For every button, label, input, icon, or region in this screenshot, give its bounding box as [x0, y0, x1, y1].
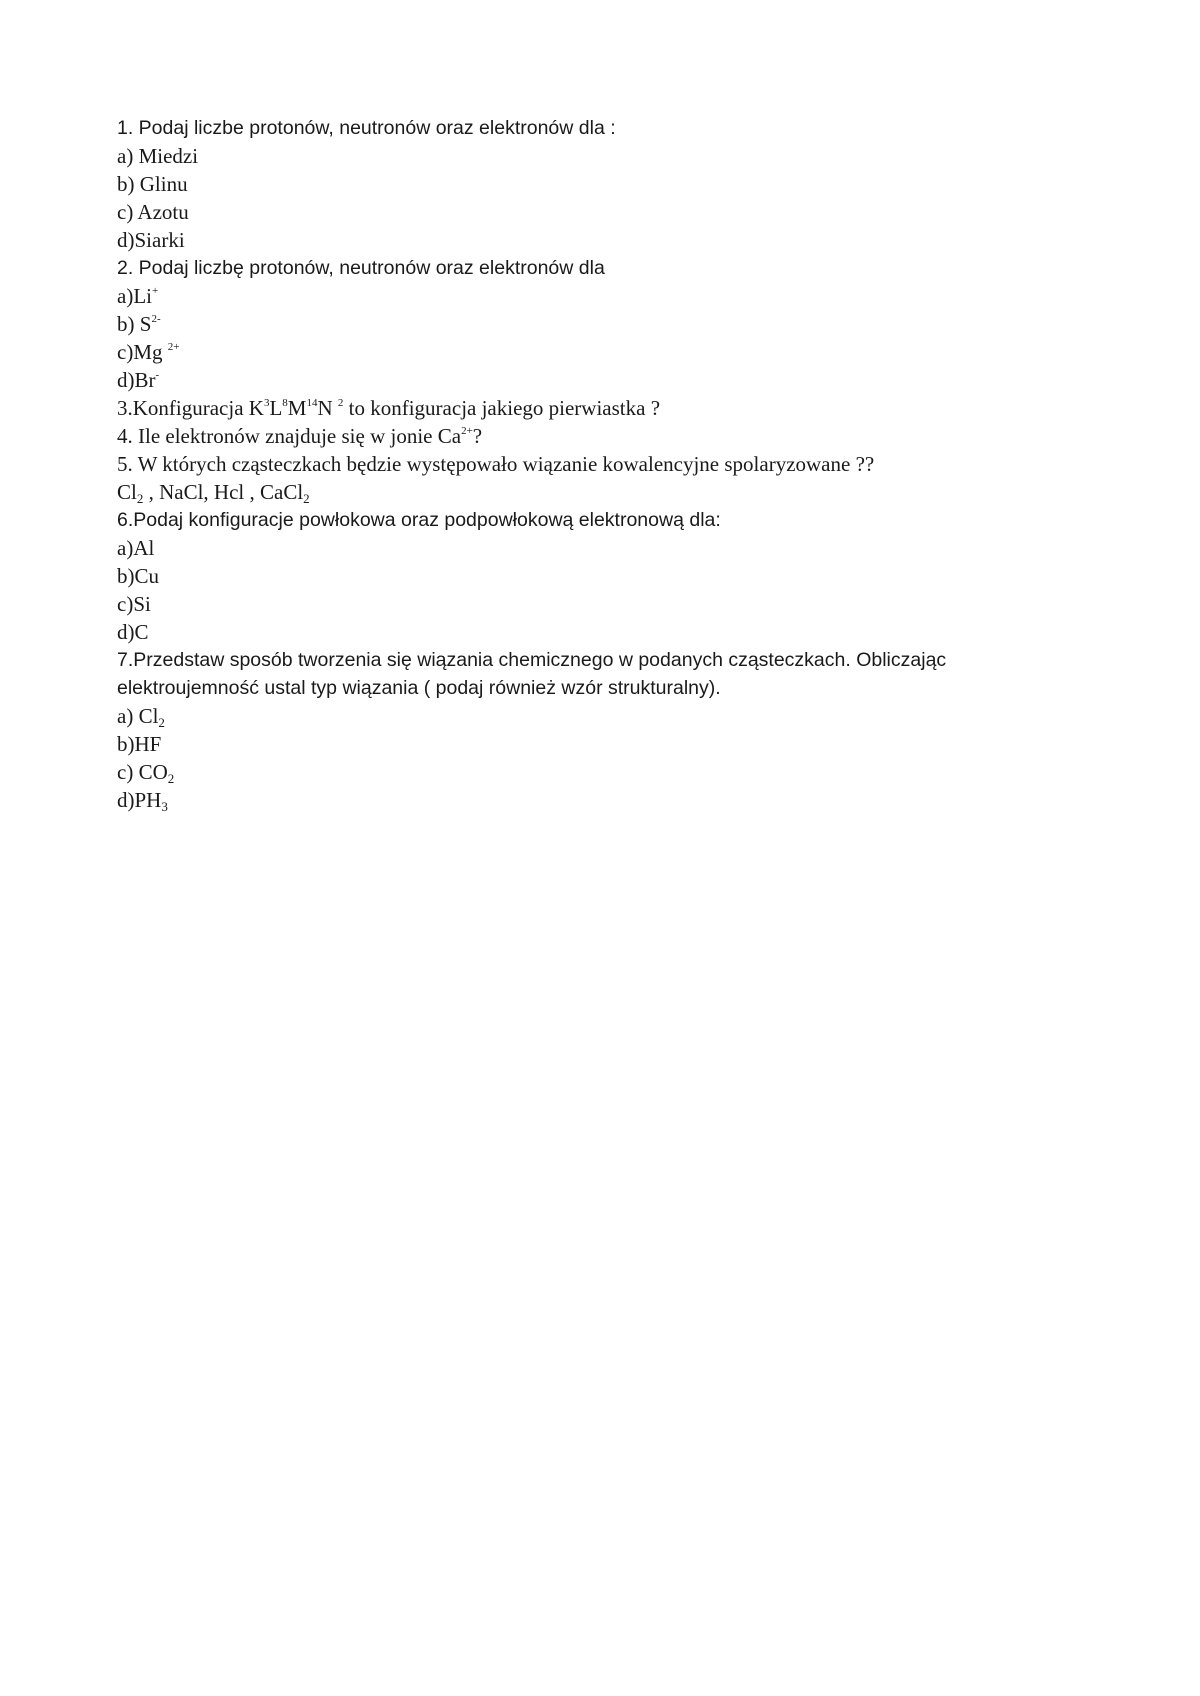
shell-n-count: 2: [337, 397, 344, 409]
question-2: [117, 254, 1097, 282]
question-1-option-d: [117, 226, 1097, 254]
option-text: a)Li: [117, 284, 152, 308]
question-4-suffix: ?: [472, 424, 483, 448]
subscript: 2: [167, 771, 175, 786]
option-text: b) S: [117, 312, 152, 336]
option-text: b)Cu: [117, 564, 159, 588]
question-1: [117, 114, 1097, 142]
molecule-cl: Cl: [117, 480, 137, 504]
question-7-option-c: [117, 758, 1097, 786]
molecule-list: , NaCl, Hcl , CaCl: [143, 480, 304, 504]
charge-superscript: +: [151, 285, 159, 297]
question-1-option-c: [117, 198, 1097, 226]
question-4: [117, 422, 1097, 450]
question-1-text: 1. Podaj liczbe protonów, neutronów oraz elektronów dla :: [117, 117, 616, 139]
question-3-suffix: to konfiguracja jakiego pierwiastka ?: [343, 396, 661, 420]
question-2-option-a: [117, 282, 1097, 310]
option-text: d)C: [117, 620, 149, 644]
option-text: a)Al: [117, 536, 155, 560]
question-2-option-c: [117, 338, 1097, 366]
subscript: 3: [161, 799, 168, 814]
shell-k-count: 3: [263, 397, 270, 409]
option-text: a) Miedzi: [117, 144, 199, 168]
option-text: d)Siarki: [117, 228, 185, 252]
charge-superscript: 2-: [151, 313, 161, 325]
question-3: [117, 394, 1097, 422]
option-text: c)Si: [117, 592, 151, 616]
option-text: d)Br: [117, 368, 156, 392]
question-2-option-d: [117, 366, 1097, 394]
document-body: [117, 114, 1097, 814]
charge-superscript: -: [155, 369, 160, 381]
option-text: b) Glinu: [117, 172, 188, 196]
question-2-text: 2. Podaj liczbę protonów, neutronów oraz elektronów dla: [117, 257, 605, 279]
option-text: b)HF: [117, 732, 162, 756]
shell-n-label: N: [317, 396, 338, 420]
question-6-option-c: [117, 590, 1097, 618]
question-7-option-a: [117, 702, 1097, 730]
question-3-prefix: 3.Konfiguracja K: [117, 396, 264, 420]
shell-m-count: 14: [306, 397, 318, 409]
question-7-line-1: [117, 646, 1097, 674]
question-6-text: 6.Podaj konfiguracje powłokowa oraz podpowłokową elektronową dla:: [117, 509, 721, 531]
question-6: [117, 506, 1097, 534]
question-5-text: 5. W których cząsteczkach będzie występowało wiązanie kowalencyjne spolaryzowane ??: [117, 452, 875, 476]
option-text: d)PH: [117, 788, 162, 812]
question-7-text: elektroujemność ustal typ wiązania ( podaj również wzór strukturalny).: [117, 677, 721, 699]
option-text: a) Cl: [117, 704, 159, 728]
question-7-option-b: [117, 730, 1097, 758]
question-5: [117, 450, 1097, 478]
subscript: 2: [136, 491, 144, 506]
question-2-option-b: [117, 310, 1097, 338]
question-6-option-b: [117, 562, 1097, 590]
subscript: 2: [303, 491, 310, 506]
charge-superscript: 2+: [461, 425, 473, 437]
question-7-text: 7.Przedstaw sposób tworzenia się wiązania chemicznego w podanych cząsteczkach. Obliczając: [117, 649, 947, 671]
shell-m-label: M: [287, 396, 307, 420]
question-1-option-a: [117, 142, 1097, 170]
option-text: c) CO: [117, 760, 168, 784]
shell-l-label: L: [269, 396, 283, 420]
option-text: c)Mg: [117, 340, 168, 364]
option-text: c) Azotu: [117, 200, 189, 224]
shell-l-count: 8: [282, 397, 288, 409]
subscript: 2: [158, 715, 165, 730]
question-6-option-d: [117, 618, 1097, 646]
question-7-option-d: [117, 786, 1097, 814]
question-4-prefix: 4. Ile elektronów znajduje się w jonie Ca: [117, 424, 462, 448]
charge-superscript: 2+: [167, 341, 180, 353]
question-5-molecules: [117, 478, 1097, 506]
question-6-option-a: [117, 534, 1097, 562]
question-7-line-2: [117, 674, 1097, 702]
question-1-option-b: [117, 170, 1097, 198]
